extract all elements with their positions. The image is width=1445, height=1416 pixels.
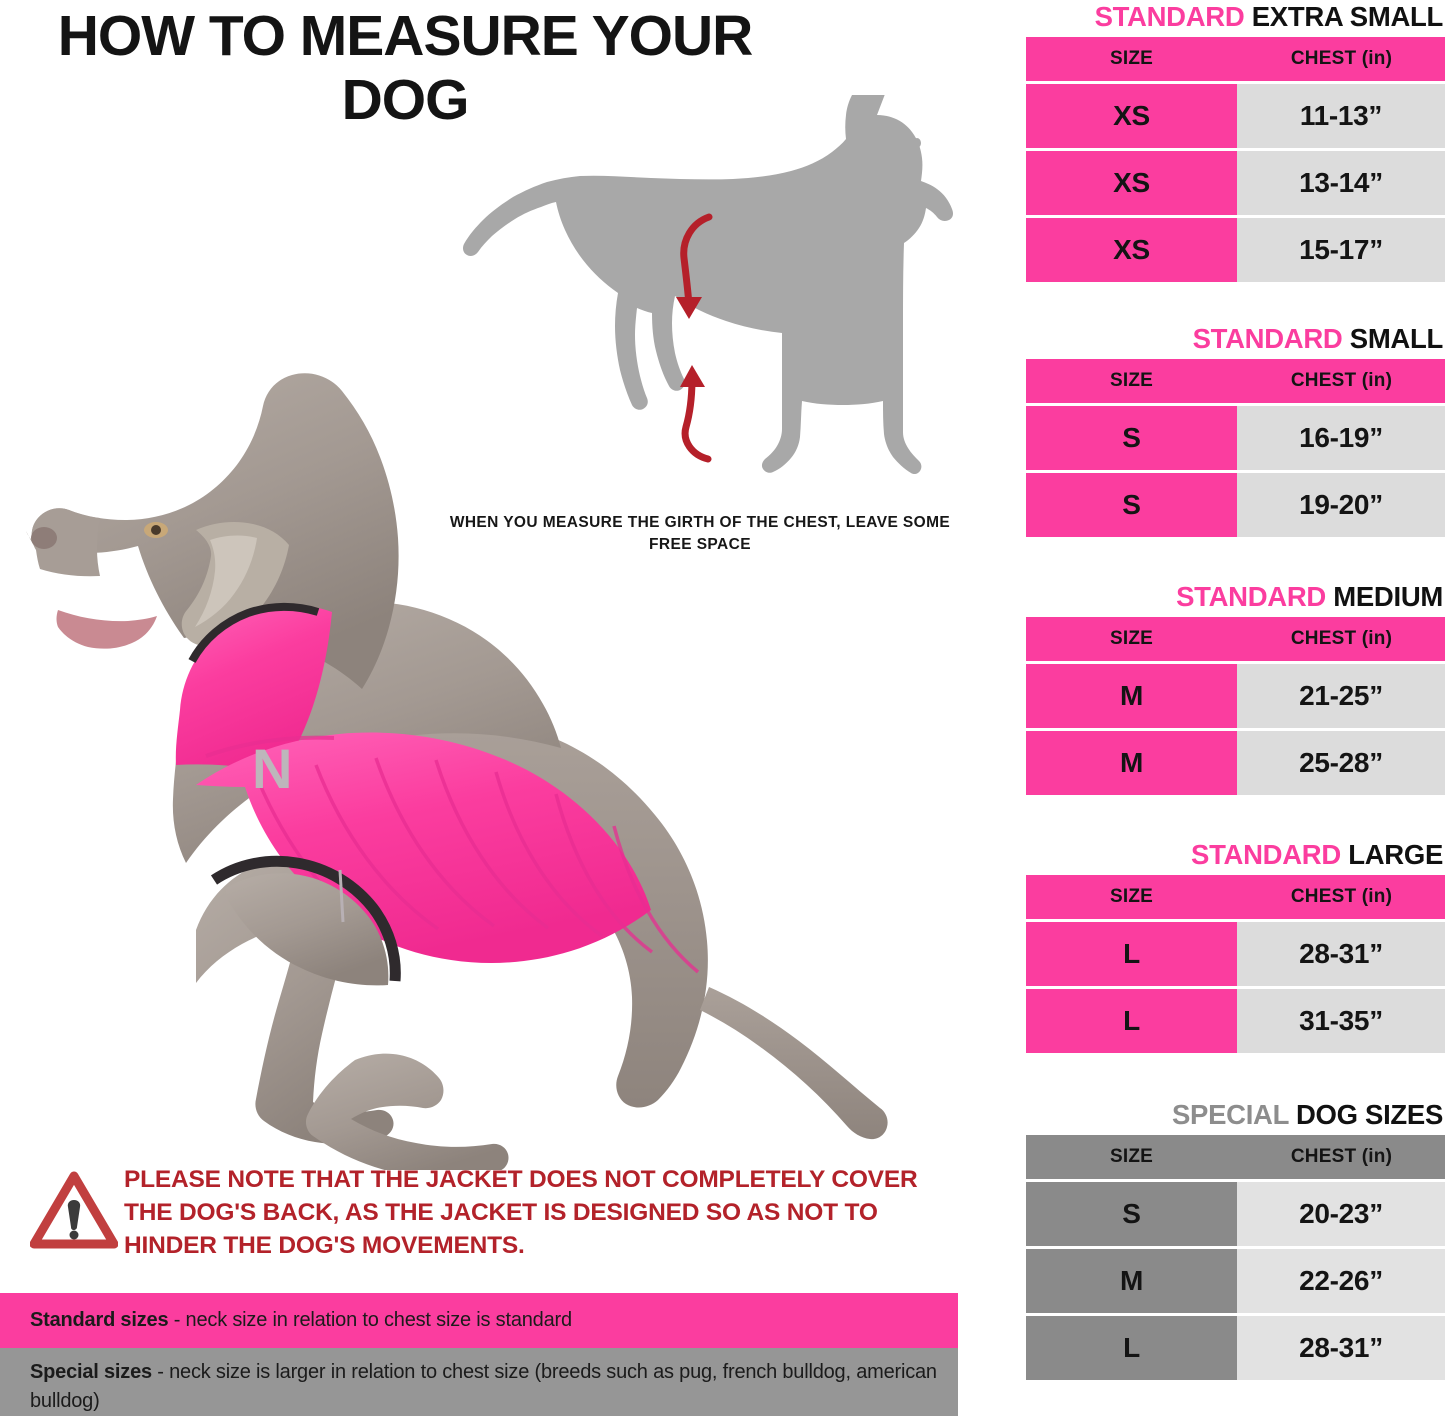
section-title-word2: MEDIUM <box>1333 581 1443 612</box>
cell-size: XS <box>1026 218 1237 282</box>
column-header-size: SIZE <box>1026 359 1237 403</box>
section-title-word1: STANDARD <box>1094 1 1245 32</box>
size-charts-panel <box>1010 0 1445 1416</box>
legend-standard-sizes <box>0 1293 958 1348</box>
table-medium <box>1026 614 1445 798</box>
section-title-word1: SPECIAL <box>1172 1099 1289 1130</box>
table-small <box>1026 356 1445 540</box>
size-section-medium <box>1010 580 1445 798</box>
column-header-chest: CHEST (in) <box>1237 359 1445 403</box>
legend-special-sizes <box>0 1348 958 1416</box>
table-extra-small <box>1026 34 1445 285</box>
cell-chest: 15-17” <box>1237 218 1445 282</box>
cell-chest: 21-25” <box>1237 664 1445 728</box>
section-title-small <box>1010 322 1445 356</box>
cell-chest: 20-23” <box>1237 1182 1445 1246</box>
table-row <box>1026 151 1445 215</box>
table-header-row <box>1026 1135 1445 1179</box>
table-row <box>1026 989 1445 1053</box>
cell-size: L <box>1026 922 1237 986</box>
legend-special-desc: - neck size is larger in relation to chest size (breeds such as pug, french bulldog, american bulldog) <box>30 1361 937 1412</box>
table-header-row <box>1026 37 1445 81</box>
table-row <box>1026 1316 1445 1380</box>
cell-chest: 13-14” <box>1237 151 1445 215</box>
page-title: HOW TO MEASURE YOUR DOG <box>57 4 753 132</box>
section-title-word2: DOG SIZES <box>1295 1099 1443 1130</box>
cell-size: S <box>1026 1182 1237 1246</box>
table-special <box>1026 1132 1445 1383</box>
section-title-word2: SMALL <box>1349 323 1443 354</box>
table-header-row <box>1026 875 1445 919</box>
warning-text: PLEASE NOTE THAT THE JACKET DOES NOT COMPLETELY COVER THE DOG'S BACK, AS THE JACKET IS DESIGNED SO AS NOT TO HINDER THE DOG'S MOVEMENTS. <box>124 1166 918 1259</box>
warning-triangle-icon <box>30 1170 118 1250</box>
table-large <box>1026 872 1445 1056</box>
legend-standard-desc: - neck size in relation to chest size is standard <box>168 1309 572 1331</box>
section-title-word1: STANDARD <box>1192 323 1343 354</box>
table-row <box>1026 664 1445 728</box>
cell-chest: 31-35” <box>1237 989 1445 1053</box>
section-title-extra-small <box>1010 0 1445 34</box>
cell-size: XS <box>1026 84 1237 148</box>
dog-photo <box>0 240 1000 1170</box>
cell-size: L <box>1026 1316 1237 1380</box>
table-row <box>1026 922 1445 986</box>
column-header-size: SIZE <box>1026 1135 1237 1179</box>
table-header-row <box>1026 359 1445 403</box>
table-row <box>1026 84 1445 148</box>
section-title-large <box>1010 838 1445 872</box>
cell-size: S <box>1026 473 1237 537</box>
cell-size: M <box>1026 1249 1237 1313</box>
column-header-size: SIZE <box>1026 617 1237 661</box>
cell-chest: 22-26” <box>1237 1249 1445 1313</box>
table-row <box>1026 1249 1445 1313</box>
cell-size: XS <box>1026 151 1237 215</box>
size-section-extra-small <box>1010 0 1445 285</box>
legend-standard-label: Standard sizes <box>30 1309 169 1331</box>
section-title-special <box>1010 1098 1445 1132</box>
cell-size: S <box>1026 406 1237 470</box>
section-title-word1: STANDARD <box>1191 839 1341 870</box>
warning-note <box>24 1162 924 1267</box>
jacket-logo: N <box>252 737 293 800</box>
table-row <box>1026 218 1445 282</box>
cell-chest: 16-19” <box>1237 406 1445 470</box>
cell-chest: 28-31” <box>1237 922 1445 986</box>
cell-chest: 25-28” <box>1237 731 1445 795</box>
cell-size: M <box>1026 664 1237 728</box>
size-section-large <box>1010 838 1445 1056</box>
column-header-size: SIZE <box>1026 875 1237 919</box>
section-title-medium <box>1010 580 1445 614</box>
section-title-word1: STANDARD <box>1176 581 1326 612</box>
table-row <box>1026 406 1445 470</box>
column-header-chest: CHEST (in) <box>1237 37 1445 81</box>
table-header-row <box>1026 617 1445 661</box>
column-header-chest: CHEST (in) <box>1237 1135 1445 1179</box>
cell-size: M <box>1026 731 1237 795</box>
cell-chest: 11-13” <box>1237 84 1445 148</box>
table-row <box>1026 731 1445 795</box>
column-header-chest: CHEST (in) <box>1237 617 1445 661</box>
legend-special-label: Special sizes <box>30 1361 152 1383</box>
measure-caption: WHEN YOU MEASURE THE GIRTH OF THE CHEST, LEAVE SOME FREE SPACE <box>449 514 951 553</box>
cell-chest: 19-20” <box>1237 473 1445 537</box>
section-title-word2: LARGE <box>1348 839 1443 870</box>
section-title-word2: EXTRA SMALL <box>1251 1 1443 32</box>
cell-size: L <box>1026 989 1237 1053</box>
column-header-chest: CHEST (in) <box>1237 875 1445 919</box>
column-header-size: SIZE <box>1026 37 1237 81</box>
table-row <box>1026 1182 1445 1246</box>
size-section-special <box>1010 1098 1445 1383</box>
cell-chest: 28-31” <box>1237 1316 1445 1380</box>
table-row <box>1026 473 1445 537</box>
size-section-small <box>1010 322 1445 540</box>
